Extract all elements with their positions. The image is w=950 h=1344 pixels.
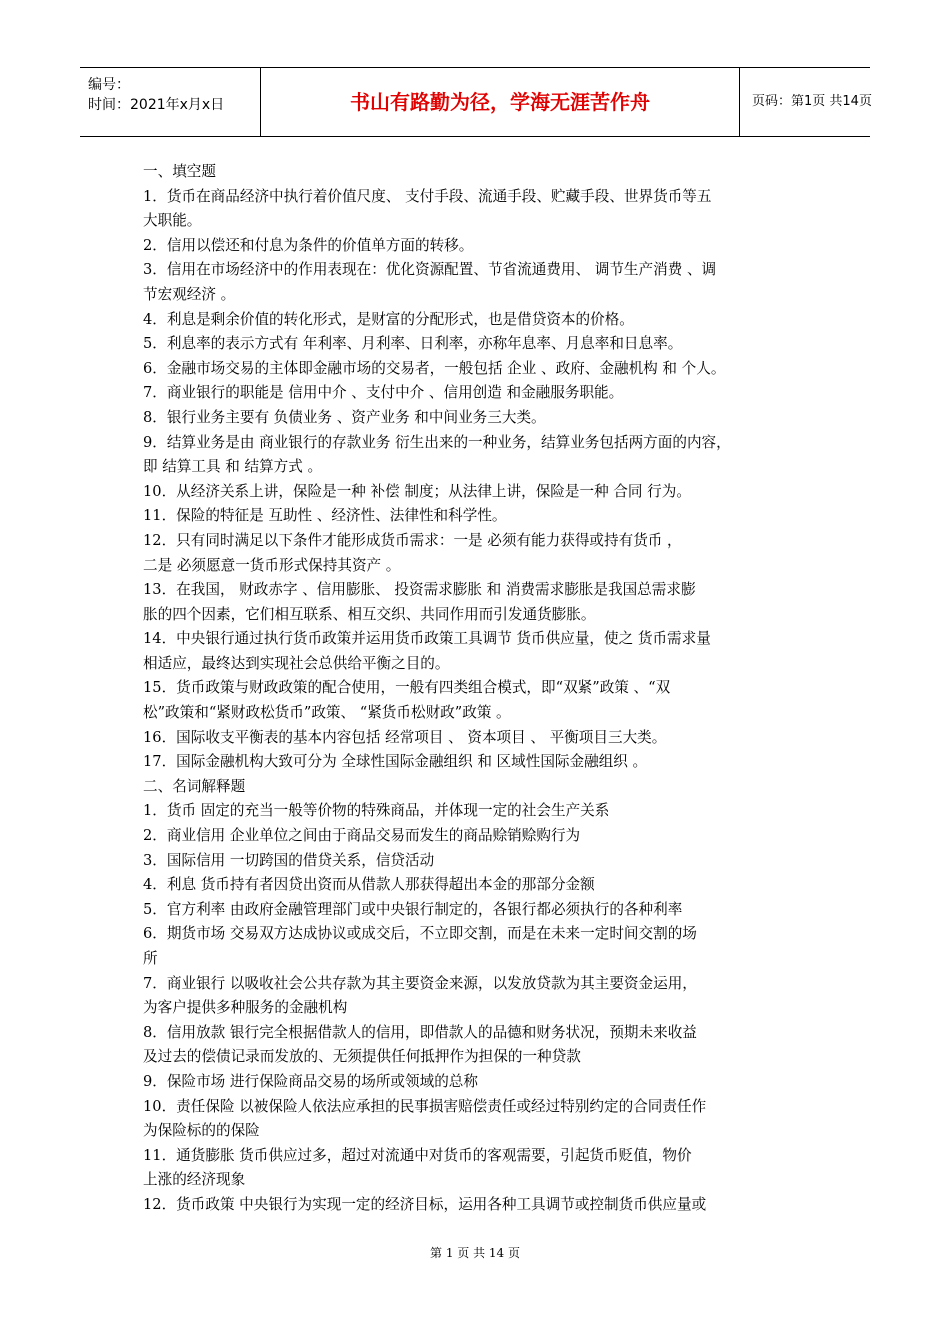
text-line: 12．货币政策 中央银行为实现一定的经济目标，运用各种工具调节或控制货币供应量或	[143, 1195, 707, 1213]
text-line: 8．银行业务主要有 负债业务 、资产业务 和中间业务三大类。	[143, 408, 546, 426]
page-footer: 第 1 页 共 14 页	[430, 1246, 520, 1260]
text-line: 7．商业银行的职能是 信用中介 、支付中介 、信用创造 和金融服务职能。	[143, 384, 624, 402]
text-line: 及过去的偿债记录而发放的、无须提供任何抵押作为担保的一种贷款	[143, 1048, 581, 1066]
text-line: 松”政策和“紧财政松货币”政策、 “紧货币松财政”政策 。	[143, 704, 511, 722]
text-line: 6．金融市场交易的主体即金融市场的交易者，一般包括 企业 、政府、金融机构 和 个人。	[143, 359, 726, 377]
page-header	[80, 67, 870, 137]
text-line: 11．保险的特征是 互助性 、经济性、法律性和科学性。	[143, 507, 507, 525]
text-line: 1．货币在商品经济中执行着价值尺度、 支付手段、流通手段、贮藏手段、世界货币等五	[143, 187, 712, 205]
text-line: 所	[143, 950, 158, 967]
document-number-label: 编号：	[88, 77, 130, 93]
text-line: 10．责任保险 以被保险人依法应承担的民事损害赔偿责任或经过特别约定的合同责任作	[143, 1097, 707, 1115]
text-line: 13．在我国， 财政赤字 、信用膨胀、 投资需求膨胀 和 消费需求膨胀是我国总需求膨	[143, 581, 696, 599]
text-line: 9．结算业务是由 商业银行的存款业务 衍生出来的一种业务，结算业务包括两方面的内容，	[143, 433, 731, 451]
text-line: 6．期货市场 交易双方达成协议或成交后，不立即交割，而是在未来一定时间交割的场	[143, 925, 697, 943]
text-line: 14．中央银行通过执行货币政策并运用货币政策工具调节 货币供应量，使之 货币需求量	[143, 630, 711, 648]
text-line: 3．信用在市场经济中的作用表现在：优化资源配置、节省流通费用、 调节生产消费 、调	[143, 261, 717, 279]
text-line: 2．商业信用 企业单位之间由于商品交易而发生的商品赊销赊购行为	[143, 827, 581, 845]
text-line: 4．利息 货币持有者因贷出资而从借款人那获得超出本金的那部分金额	[143, 876, 595, 894]
text-line: 即 结算工具 和 结算方式 。	[143, 458, 323, 476]
text-line: 12．只有同时满足以下条件才能形成货币需求：一是 必须有能力获得或持有货币 ，	[143, 531, 682, 549]
text-line: 4．利息是剩余价值的转化形式，是财富的分配形式，也是借贷资本的价格。	[143, 310, 634, 328]
document-date-label: 时间：2021年x月x日	[88, 97, 225, 113]
text-line: 17．国际金融机构大致可分为 全球性国际金融组织 和 区域性国际金融组织 。	[143, 753, 648, 771]
text-line: 胀的四个因素，它们相互联系、相互交织、共同作用而引发通货膨胀。	[143, 605, 596, 623]
text-line: 二是 必须愿意一货币形式保持其资产 。	[143, 556, 401, 574]
text-line: 1．货币 固定的充当一般等价物的特殊商品，并体现一定的社会生产关系	[143, 802, 610, 820]
text-line: 二、名词解释题	[143, 777, 246, 795]
text-line: 16．国际收支平衡表的基本内容包括 经常项目 、 资本项目 、 平衡项目三大类。	[143, 728, 667, 746]
text-line: 上涨的经济现象	[143, 1171, 246, 1189]
text-line: 节宏观经济 。	[143, 285, 236, 303]
text-line: 5．利息率的表示方式有 年利率、月利率、日利率，亦称年息率、月息率和日息率。	[143, 335, 683, 353]
text-line: 相适应，最终达到实现社会总供给平衡之目的。	[143, 654, 450, 672]
document-body	[143, 160, 808, 1218]
text-line: 为客户提供多种服务的金融机构	[143, 999, 348, 1017]
text-line: 大职能。	[143, 212, 202, 230]
text-line: 5．官方利率 由政府金融管理部门或中央银行制定的，各银行都必须执行的各种利率	[143, 900, 683, 918]
text-line: 10．从经济关系上讲，保险是一种 补偿 制度；从法律上讲，保险是一种 合同 行为。	[143, 482, 691, 500]
text-line: 为保险标的的保险	[143, 1122, 260, 1140]
text-line: 一、填空题	[143, 163, 216, 180]
text-line: 7．商业银行 以吸收社会公共存款为其主要资金来源，以发放贷款为其主要资金运用，	[143, 974, 697, 992]
header-motto: 书山有路勤为径，学海无涯苦作舟	[261, 68, 740, 136]
header-page-number: 页码：第1页 共14页	[752, 94, 872, 109]
text-line: 8．信用放款 银行完全根据借款人的信用，即借款人的品德和财务状况，预期未来收益	[143, 1023, 697, 1041]
text-line: 11．通货膨胀 货币供应过多，超过对流通中对货币的客观需要，引起货币贬值，物价	[143, 1146, 692, 1164]
text-line: 2．信用以偿还和付息为条件的价值单方面的转移。	[143, 236, 474, 254]
text-line: 3．国际信用 一切跨国的借贷关系，信贷活动	[143, 851, 435, 869]
header-info-cell	[80, 68, 261, 136]
text-line: 9．保险市场 进行保险商品交易的场所或领域的总称	[143, 1072, 478, 1090]
text-line: 15．货币政策与财政政策的配合使用，一般有四类组合模式，即“双紧”政策 、“双	[143, 679, 671, 697]
